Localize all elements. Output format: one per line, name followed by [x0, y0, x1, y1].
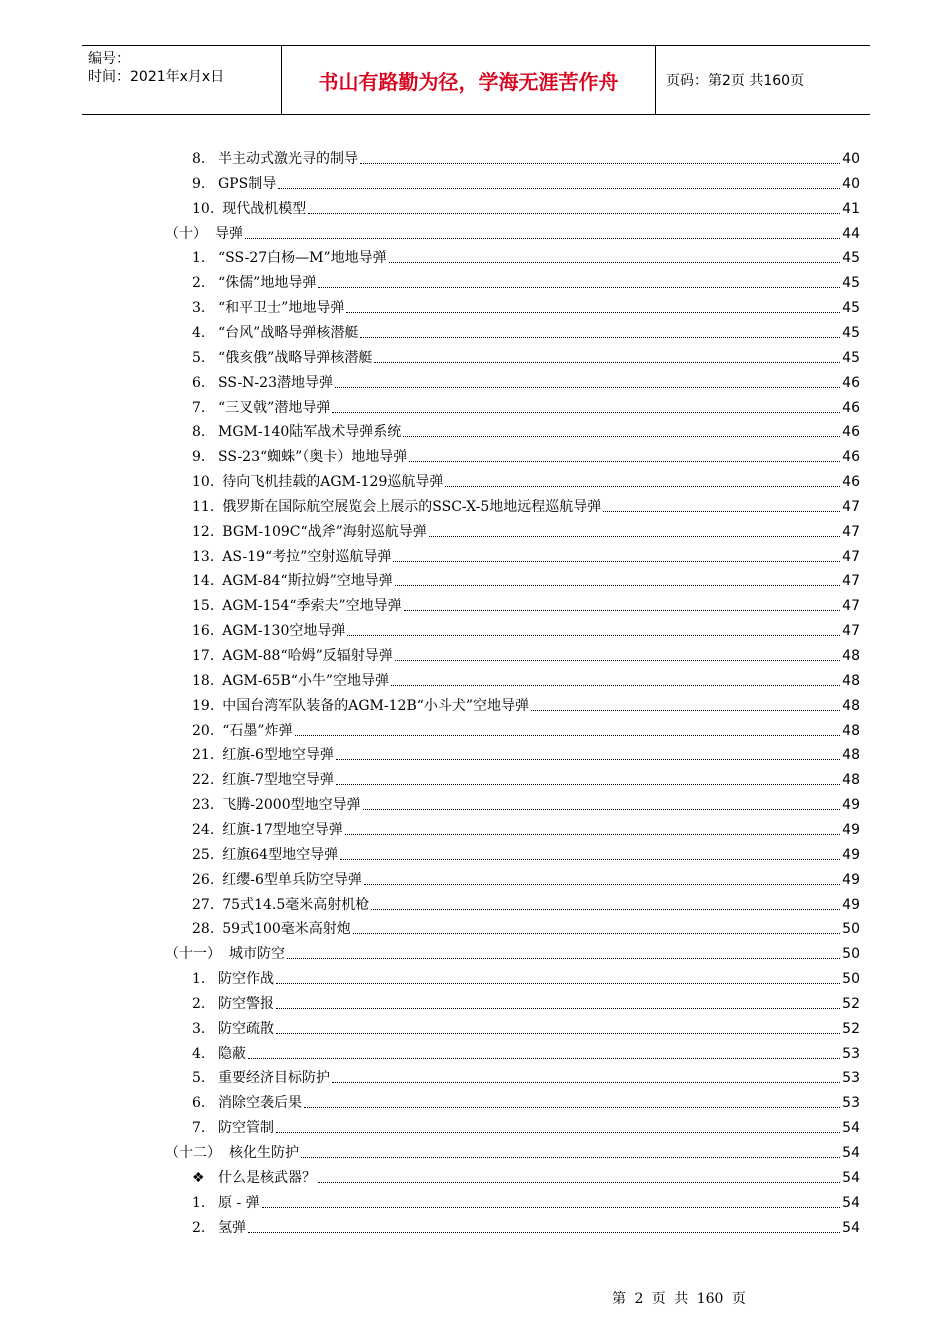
- toc-entry[interactable]: [192, 817, 860, 839]
- toc-entry[interactable]: [192, 1090, 860, 1112]
- toc-entry-title: 红缨-6型单兵防空导弹: [222, 871, 362, 888]
- toc-entry-page: 45: [842, 349, 860, 366]
- toc-entry[interactable]: [192, 991, 860, 1013]
- toc-entry-page: 50: [842, 946, 860, 963]
- toc-entry[interactable]: [192, 469, 860, 491]
- toc-entry-number: 27.: [192, 896, 215, 913]
- toc-entry-title: 红旗64型地空导弹: [222, 846, 339, 863]
- toc-entry[interactable]: [192, 1165, 860, 1187]
- toc-entry-page: 49: [842, 896, 860, 913]
- header-motto: 书山有路勤为径，学海无涯苦作舟: [318, 69, 619, 94]
- toc-entry-page: 46: [842, 374, 860, 391]
- toc-entry[interactable]: [192, 916, 860, 938]
- toc-dot-leader: [262, 1207, 841, 1208]
- toc-entry-number: 4.: [192, 1045, 206, 1062]
- toc-entry-number: 23.: [192, 797, 215, 814]
- toc-entry-title: GPS制导: [218, 175, 277, 192]
- toc-entry-number: 17.: [192, 648, 215, 664]
- toc-dot-leader: [374, 362, 840, 363]
- toc-entry[interactable]: [192, 395, 860, 417]
- toc-entry[interactable]: [192, 1115, 860, 1137]
- toc-entry-page: 52: [842, 1020, 860, 1037]
- toc-entry-page: 48: [842, 722, 860, 739]
- toc-entry-number: 9.: [192, 175, 206, 192]
- toc-entry[interactable]: [192, 1016, 860, 1038]
- toc-entry-title: 消除空袭后果: [218, 1095, 302, 1112]
- toc-dot-leader: [248, 1232, 840, 1233]
- toc-entry-page: 54: [842, 1219, 860, 1236]
- toc-entry-page: 45: [842, 300, 860, 317]
- toc-entry-title: 59式100毫米高射炮: [222, 921, 351, 938]
- toc-entry-title: 氢弹: [218, 1219, 246, 1236]
- toc-entry[interactable]: [192, 1041, 860, 1063]
- toc-entry-title: AGM-154“季索夫”空地导弹: [222, 598, 402, 615]
- toc-entry-number: 8.: [192, 424, 206, 441]
- toc-entry-page: 48: [842, 747, 860, 764]
- toc-dot-leader: [395, 585, 840, 586]
- toc-entry[interactable]: [192, 320, 860, 342]
- toc-entry[interactable]: [192, 892, 860, 914]
- toc-entry-title: SS-N-23潜地导弹: [218, 374, 333, 391]
- toc-entry-page: 44: [842, 225, 860, 242]
- toc-entry[interactable]: [192, 1065, 860, 1087]
- toc-entry[interactable]: [192, 544, 860, 566]
- toc-entry-page: 49: [842, 797, 860, 814]
- toc-entry-page: 46: [842, 424, 860, 441]
- toc-entry-title: 现代战机模型: [222, 200, 307, 217]
- toc-entry-page: 48: [842, 697, 860, 714]
- toc-entry[interactable]: [192, 519, 860, 541]
- toc-entry-page: 48: [842, 772, 860, 789]
- header-page-cell: [656, 46, 870, 114]
- toc-entry-page: 50: [842, 921, 860, 938]
- toc-entry-title: 防空疏散: [218, 1020, 274, 1037]
- toc-dot-leader: [364, 884, 840, 885]
- toc-entry-title: 防空作战: [218, 971, 274, 988]
- toc-entry-page: 46: [842, 449, 860, 466]
- toc-entry-page: 40: [842, 175, 860, 192]
- toc-dot-leader: [389, 262, 841, 263]
- toc-entry[interactable]: [165, 941, 860, 963]
- toc-entry-number: 28.: [192, 921, 215, 938]
- toc-dot-leader: [304, 1107, 840, 1108]
- toc-entry-number: 1.: [192, 971, 206, 988]
- toc-entry-number: 3.: [192, 300, 206, 317]
- toc-entry[interactable]: [192, 718, 860, 740]
- toc-entry[interactable]: [192, 767, 860, 789]
- toc-entry-page: 47: [842, 498, 860, 515]
- toc-entry-page: 54: [842, 1169, 860, 1186]
- toc-dot-leader: [445, 486, 840, 487]
- toc-entry-number: 8.: [192, 151, 206, 167]
- toc-entry[interactable]: [192, 668, 860, 690]
- toc-entry-title: “台风”战略导弹核潜艇: [218, 324, 359, 341]
- toc-entry-page: 53: [842, 1070, 860, 1087]
- header-number-label: 编号：: [88, 51, 130, 67]
- toc-entry[interactable]: [192, 146, 860, 168]
- toc-entry-page: 47: [842, 623, 860, 640]
- toc-dot-leader: [429, 536, 840, 537]
- toc-entry[interactable]: [192, 419, 860, 441]
- toc-entry-page: 45: [842, 275, 860, 292]
- toc-entry-title: 中国台湾军队装备的AGM-12B“小斗犬”空地导弹: [222, 697, 530, 714]
- page-header: [82, 45, 870, 115]
- toc-entry-page: 49: [842, 821, 860, 838]
- toc-entry[interactable]: [192, 270, 860, 292]
- toc-entry-page: 47: [842, 523, 860, 540]
- toc-entry-title: “石墨”炸弹: [222, 722, 293, 739]
- toc-entry-page: 45: [842, 250, 860, 267]
- toc-entry-title: “和平卫士”地地导弹: [218, 300, 345, 317]
- toc-entry-number: 2.: [192, 995, 206, 1012]
- toc-entry-page: 47: [842, 548, 860, 565]
- toc-entry[interactable]: [192, 742, 860, 764]
- toc-entry-number: 25.: [192, 846, 215, 863]
- toc-dot-leader: [248, 1058, 840, 1059]
- toc-entry-title: AGM-65B“小牛”空地导弹: [222, 672, 390, 689]
- toc-entry-number: 13.: [192, 548, 215, 565]
- toc-entry-title: 防空警报: [218, 995, 274, 1012]
- toc-entry[interactable]: [192, 693, 860, 715]
- toc-dot-leader: [347, 635, 840, 636]
- toc-entry-number: 24.: [192, 821, 215, 838]
- toc-dot-leader: [335, 387, 840, 388]
- toc-dot-leader: [345, 834, 840, 835]
- toc-entry[interactable]: [192, 345, 860, 367]
- toc-entry-page: 50: [842, 971, 860, 988]
- page-footer: 第 2 页 共 160 页: [612, 1291, 746, 1307]
- toc-entry-title: 75式14.5毫米高射机枪: [222, 896, 370, 913]
- toc-entry-page: 52: [842, 995, 860, 1012]
- toc-dot-leader: [278, 188, 840, 189]
- toc-dot-leader: [531, 710, 840, 711]
- toc-entry-number: 10.: [192, 200, 215, 217]
- toc-entry-title: 城市防空: [229, 946, 285, 963]
- toc-entry[interactable]: [165, 1140, 860, 1162]
- toc-entry-number: 16.: [192, 623, 215, 640]
- toc-dot-leader: [403, 436, 840, 437]
- toc-entry-number: 2.: [192, 1219, 206, 1236]
- toc-entry[interactable]: [192, 867, 860, 889]
- toc-dot-leader: [603, 511, 840, 512]
- toc-entry-page: 46: [842, 474, 860, 491]
- toc-entry-number: 20.: [192, 722, 215, 739]
- toc-entry[interactable]: [165, 221, 860, 243]
- toc-entry-number: 6.: [192, 1095, 206, 1112]
- toc-dot-leader: [393, 561, 840, 562]
- toc-entry-title: SS-23“蜘蛛”（奥卡）地地导弹: [218, 449, 408, 466]
- toc-entry-number: 2.: [192, 275, 206, 292]
- toc-entry-page: 47: [842, 573, 860, 590]
- toc-dot-leader: [371, 909, 840, 910]
- toc-entry-title: 隐蔽: [218, 1045, 246, 1062]
- toc-entry-page: 47: [842, 598, 860, 615]
- toc-entry-title: AGM-88“哈姆”反辐射导弹: [222, 648, 393, 664]
- toc-entry-page: 53: [842, 1095, 860, 1112]
- toc-entry[interactable]: [192, 196, 860, 218]
- toc-entry-title: 俄罗斯在国际航空展览会上展示的SSC-X-5地地远程巡航导弹: [222, 498, 602, 515]
- toc-entry[interactable]: [192, 1215, 860, 1237]
- toc-dot-leader: [295, 735, 841, 736]
- toc-entry-page: 49: [842, 871, 860, 888]
- toc-dot-leader: [318, 287, 840, 288]
- toc-dot-leader: [308, 213, 840, 214]
- toc-entry-title: 红旗-7型地空导弹: [222, 772, 334, 789]
- toc-entry[interactable]: [192, 568, 860, 590]
- toc-entry-number: 14.: [192, 573, 215, 590]
- toc-entry-page: 54: [842, 1145, 860, 1161]
- toc-dot-leader: [360, 163, 840, 164]
- toc-entry-page: 48: [842, 648, 860, 664]
- toc-entry-title: 半主动式激光寻的制导: [218, 151, 358, 167]
- toc-entry-number: 5.: [192, 349, 206, 366]
- toc-entry-number: 7.: [192, 1120, 206, 1137]
- toc-entry-number: 6.: [192, 374, 206, 391]
- toc-entry-title: AGM-130空地导弹: [222, 623, 346, 640]
- toc-entry-title: AGM-84“斯拉姆”空地导弹: [222, 573, 393, 590]
- toc-entry-number: 21.: [192, 747, 215, 764]
- toc-entry-page: 40: [842, 151, 860, 167]
- toc-dot-leader: [301, 1157, 840, 1158]
- toc-dot-leader: [336, 759, 840, 760]
- toc-entry[interactable]: [192, 171, 860, 193]
- toc-dot-leader: [276, 1008, 840, 1009]
- toc-entry-number: 12.: [192, 523, 215, 540]
- toc-entry-number: 1.: [192, 250, 206, 267]
- toc-entry-title: AS-19“考拉”空射巡航导弹: [222, 548, 392, 565]
- toc-entry[interactable]: [192, 842, 860, 864]
- toc-entry-number: 15.: [192, 598, 215, 615]
- toc-entry-title: “SS-27白杨—M”地地导弹: [218, 250, 387, 267]
- toc-entry-title: 待向飞机挂载的AGM-129巡航导弹: [222, 474, 444, 491]
- toc-entry-number: 1.: [192, 1194, 206, 1211]
- toc-entry-number: 18.: [192, 672, 215, 689]
- toc-entry-page: 48: [842, 672, 860, 689]
- toc-dot-leader: [332, 412, 840, 413]
- toc-entry[interactable]: [192, 1190, 860, 1212]
- toc-entry-page: 46: [842, 399, 860, 416]
- toc-entry[interactable]: [192, 494, 860, 516]
- toc-entry-page: 45: [842, 324, 860, 341]
- toc-entry[interactable]: [192, 643, 860, 665]
- toc-entry[interactable]: [192, 792, 860, 814]
- toc-dot-leader: [404, 610, 841, 611]
- toc-dot-leader: [409, 461, 840, 462]
- toc-entry-title: 导弹: [215, 225, 243, 242]
- toc-entry-page: 53: [842, 1045, 860, 1062]
- toc-entry-number: 10.: [192, 474, 215, 491]
- toc-dot-leader: [332, 1082, 840, 1083]
- toc-entry-title: 核化生防护: [229, 1145, 299, 1161]
- toc-dot-leader: [276, 983, 840, 984]
- toc-entry-number: （十）: [165, 225, 207, 242]
- header-date-label: 时间：2021年x月x日: [88, 69, 225, 85]
- toc-entry-title: 防空管制: [218, 1120, 274, 1137]
- toc-entry-number: 5.: [192, 1070, 206, 1087]
- toc-entry-number: （十二）: [165, 1145, 221, 1161]
- header-motto-cell: [282, 46, 656, 114]
- toc-dot-leader: [395, 660, 840, 661]
- toc-entry-page: 49: [842, 846, 860, 863]
- toc-dot-leader: [346, 312, 840, 313]
- header-info-cell: [82, 46, 282, 114]
- toc-dot-leader: [245, 238, 840, 239]
- toc-dot-leader: [318, 1182, 840, 1183]
- toc-entry-title: 红旗-17型地空导弹: [222, 821, 343, 838]
- toc-entry-title: “俄亥俄”战略导弹核潜艇: [218, 349, 373, 366]
- toc-entry-title: 飞腾-2000型地空导弹: [222, 797, 361, 814]
- toc-entry-title: “三叉戟”潜地导弹: [218, 399, 331, 416]
- toc-dot-leader: [363, 809, 841, 810]
- toc-entry[interactable]: [192, 295, 860, 317]
- toc-entry[interactable]: [192, 245, 860, 267]
- toc-entry-title: 红旗-6型地空导弹: [222, 747, 334, 764]
- toc-entry-title: BGM-109C“战斧”海射巡航导弹: [222, 523, 427, 540]
- toc-entry-number: 26.: [192, 871, 215, 888]
- toc-entry[interactable]: [192, 966, 860, 988]
- toc-entry-number: 19.: [192, 697, 215, 714]
- toc-entry-page: 41: [842, 200, 860, 217]
- toc-entry-title: 重要经济目标防护: [218, 1070, 330, 1087]
- toc-dot-leader: [360, 337, 840, 338]
- toc-entry[interactable]: [192, 593, 860, 615]
- toc-entry[interactable]: [192, 444, 860, 466]
- toc-dot-leader: [276, 1132, 840, 1133]
- toc-dot-leader: [287, 958, 840, 959]
- toc-entry-page: 54: [842, 1194, 860, 1211]
- toc-entry-number: （十一）: [165, 946, 221, 963]
- toc-entry[interactable]: [192, 370, 860, 392]
- toc-entry-title: 原 - 弹: [218, 1194, 260, 1211]
- toc-entry-title: 什么是核武器？: [218, 1169, 316, 1186]
- toc-entry-number: 9.: [192, 449, 206, 466]
- toc-dot-leader: [391, 685, 840, 686]
- toc-entry-number: ❖: [192, 1169, 205, 1186]
- toc-dot-leader: [353, 933, 840, 934]
- toc-entry-number: 22.: [192, 772, 215, 789]
- toc-entry[interactable]: [192, 618, 860, 640]
- toc-entry-number: 7.: [192, 399, 206, 416]
- toc-entry-page: 54: [842, 1120, 860, 1137]
- toc-dot-leader: [340, 859, 840, 860]
- toc-entry-number: 3.: [192, 1020, 206, 1037]
- header-page-label: 页码：第2页 共160页: [666, 73, 805, 89]
- toc-entry-number: 11.: [192, 498, 215, 515]
- toc-entry-title: “侏儒”地地导弹: [218, 275, 317, 292]
- toc-entry-number: 4.: [192, 324, 206, 341]
- toc-dot-leader: [336, 784, 840, 785]
- toc-entry-title: MGM-140陆军战术导弹系统: [218, 424, 402, 441]
- toc-dot-leader: [276, 1033, 840, 1034]
